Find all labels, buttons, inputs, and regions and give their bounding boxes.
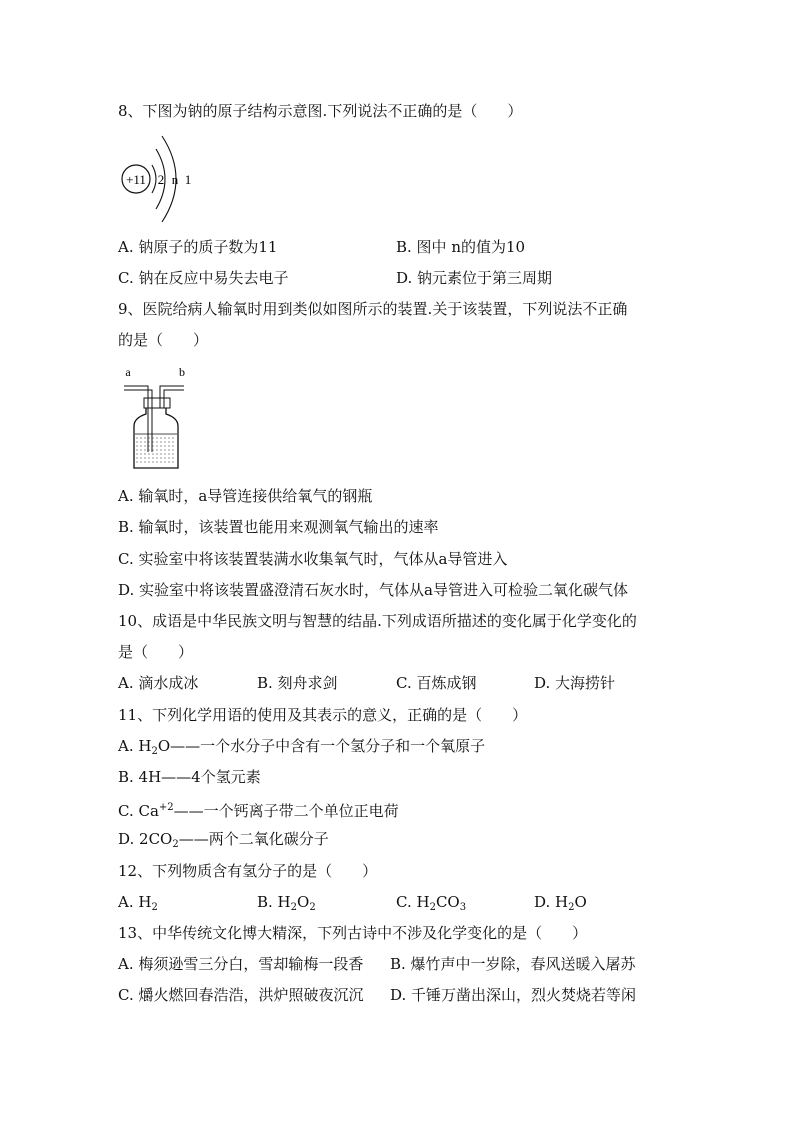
q11-option-a: A. $H_2O——$一个水分子中含有一个氢分子和一个氧原子 bbox=[118, 737, 486, 757]
q9-option-a: A. 输氧时，a导管连接供给氧气的钢瓶 bbox=[118, 487, 373, 505]
q13-option-c: C. 爝火燃回春浩浩，洪炉照破夜沉沉 bbox=[118, 986, 364, 1004]
q12-option-d: D. $H_2O$ bbox=[534, 893, 587, 913]
q13-stem: 13、中华传统文化博大精深，下列古诗中不涉及化学变化的是（ ） bbox=[118, 924, 588, 942]
shell1-electrons: 2 bbox=[157, 172, 165, 187]
q9-stem-line1: 9、医院给病人输氧时用到类似如图所示的装置.关于该装置，下列说法不正确 bbox=[118, 300, 628, 318]
shell2-electrons: n bbox=[171, 172, 179, 187]
q10-option-c: C. 百炼成钢 bbox=[396, 674, 477, 692]
q9-option-c: C. 实验室中将该装置装满水收集氧气时，气体从a导管进入 bbox=[118, 550, 508, 568]
shell3-electrons: 1 bbox=[184, 172, 192, 187]
q13-option-b: B. 爆竹声中一岁除，春风送暖入屠苏 bbox=[390, 955, 636, 973]
q10-option-d: D. 大海捞针 bbox=[534, 674, 616, 692]
q12-option-a: A. $H_2$ bbox=[118, 893, 158, 913]
q11-option-d: D. $2CO_2——$两个二氧化碳分子 bbox=[118, 830, 329, 850]
q8-option-a: A. 钠原子的质子数为11 bbox=[118, 238, 278, 256]
q13-option-d: D. 千锤万凿出深山，烈火焚烧若等闲 bbox=[390, 986, 637, 1004]
q10-option-b: B. 刻舟求剑 bbox=[257, 674, 338, 692]
q10-stem-line2: 是（ ） bbox=[118, 643, 194, 661]
q12-stem: 12、下列物质含有氢分子的是（ ） bbox=[118, 862, 378, 880]
q13-option-a: A. 梅须逊雪三分白，雪却输梅一段香 bbox=[118, 955, 364, 973]
q8-option-d: D. 钠元素位于第三周期 bbox=[396, 269, 553, 287]
q12-option-c: C. $H_2CO_3$ bbox=[396, 893, 467, 913]
tube-a-label: a bbox=[125, 365, 131, 379]
q9-option-d: D. 实验室中将该装置盛澄清石灰水时，气体从a导管进入可检验二氧化碳气体 bbox=[118, 581, 628, 599]
q12-option-b: B. $H_2O_2$ bbox=[257, 893, 316, 913]
tube-b-label: b bbox=[179, 365, 185, 379]
q10-option-a: A. 滴水成冰 bbox=[118, 674, 199, 692]
q11-option-b: B. 4H——4个氢元素 bbox=[118, 768, 261, 786]
q8-option-c: C. 钠在反应中易失去电子 bbox=[118, 269, 289, 287]
nucleus-charge-label: +11 bbox=[126, 172, 146, 187]
q11-option-c: C. $Ca^{+2}——$一个钙离子带二个单位正电荷 bbox=[118, 802, 399, 820]
q9-stem-line2: 的是（ ） bbox=[118, 331, 209, 349]
q11-stem: 11、下列化学用语的使用及其表示的意义，正确的是（ ） bbox=[118, 706, 528, 724]
sodium-atom-structure-diagram bbox=[118, 133, 198, 225]
gas-washing-bottle-diagram bbox=[118, 362, 198, 472]
q8-stem: 8、下图为钠的原子结构示意图.下列说法不正确的是（ ） bbox=[118, 102, 523, 120]
q9-option-b: B. 输氧时，该装置也能用来观测氧气输出的速率 bbox=[118, 518, 439, 536]
q8-option-b: B. 图中 n的值为10 bbox=[396, 238, 526, 256]
q10-stem-line1: 10、成语是中华民族文明与智慧的结晶.下列成语所描述的变化属于化学变化的 bbox=[118, 612, 637, 630]
